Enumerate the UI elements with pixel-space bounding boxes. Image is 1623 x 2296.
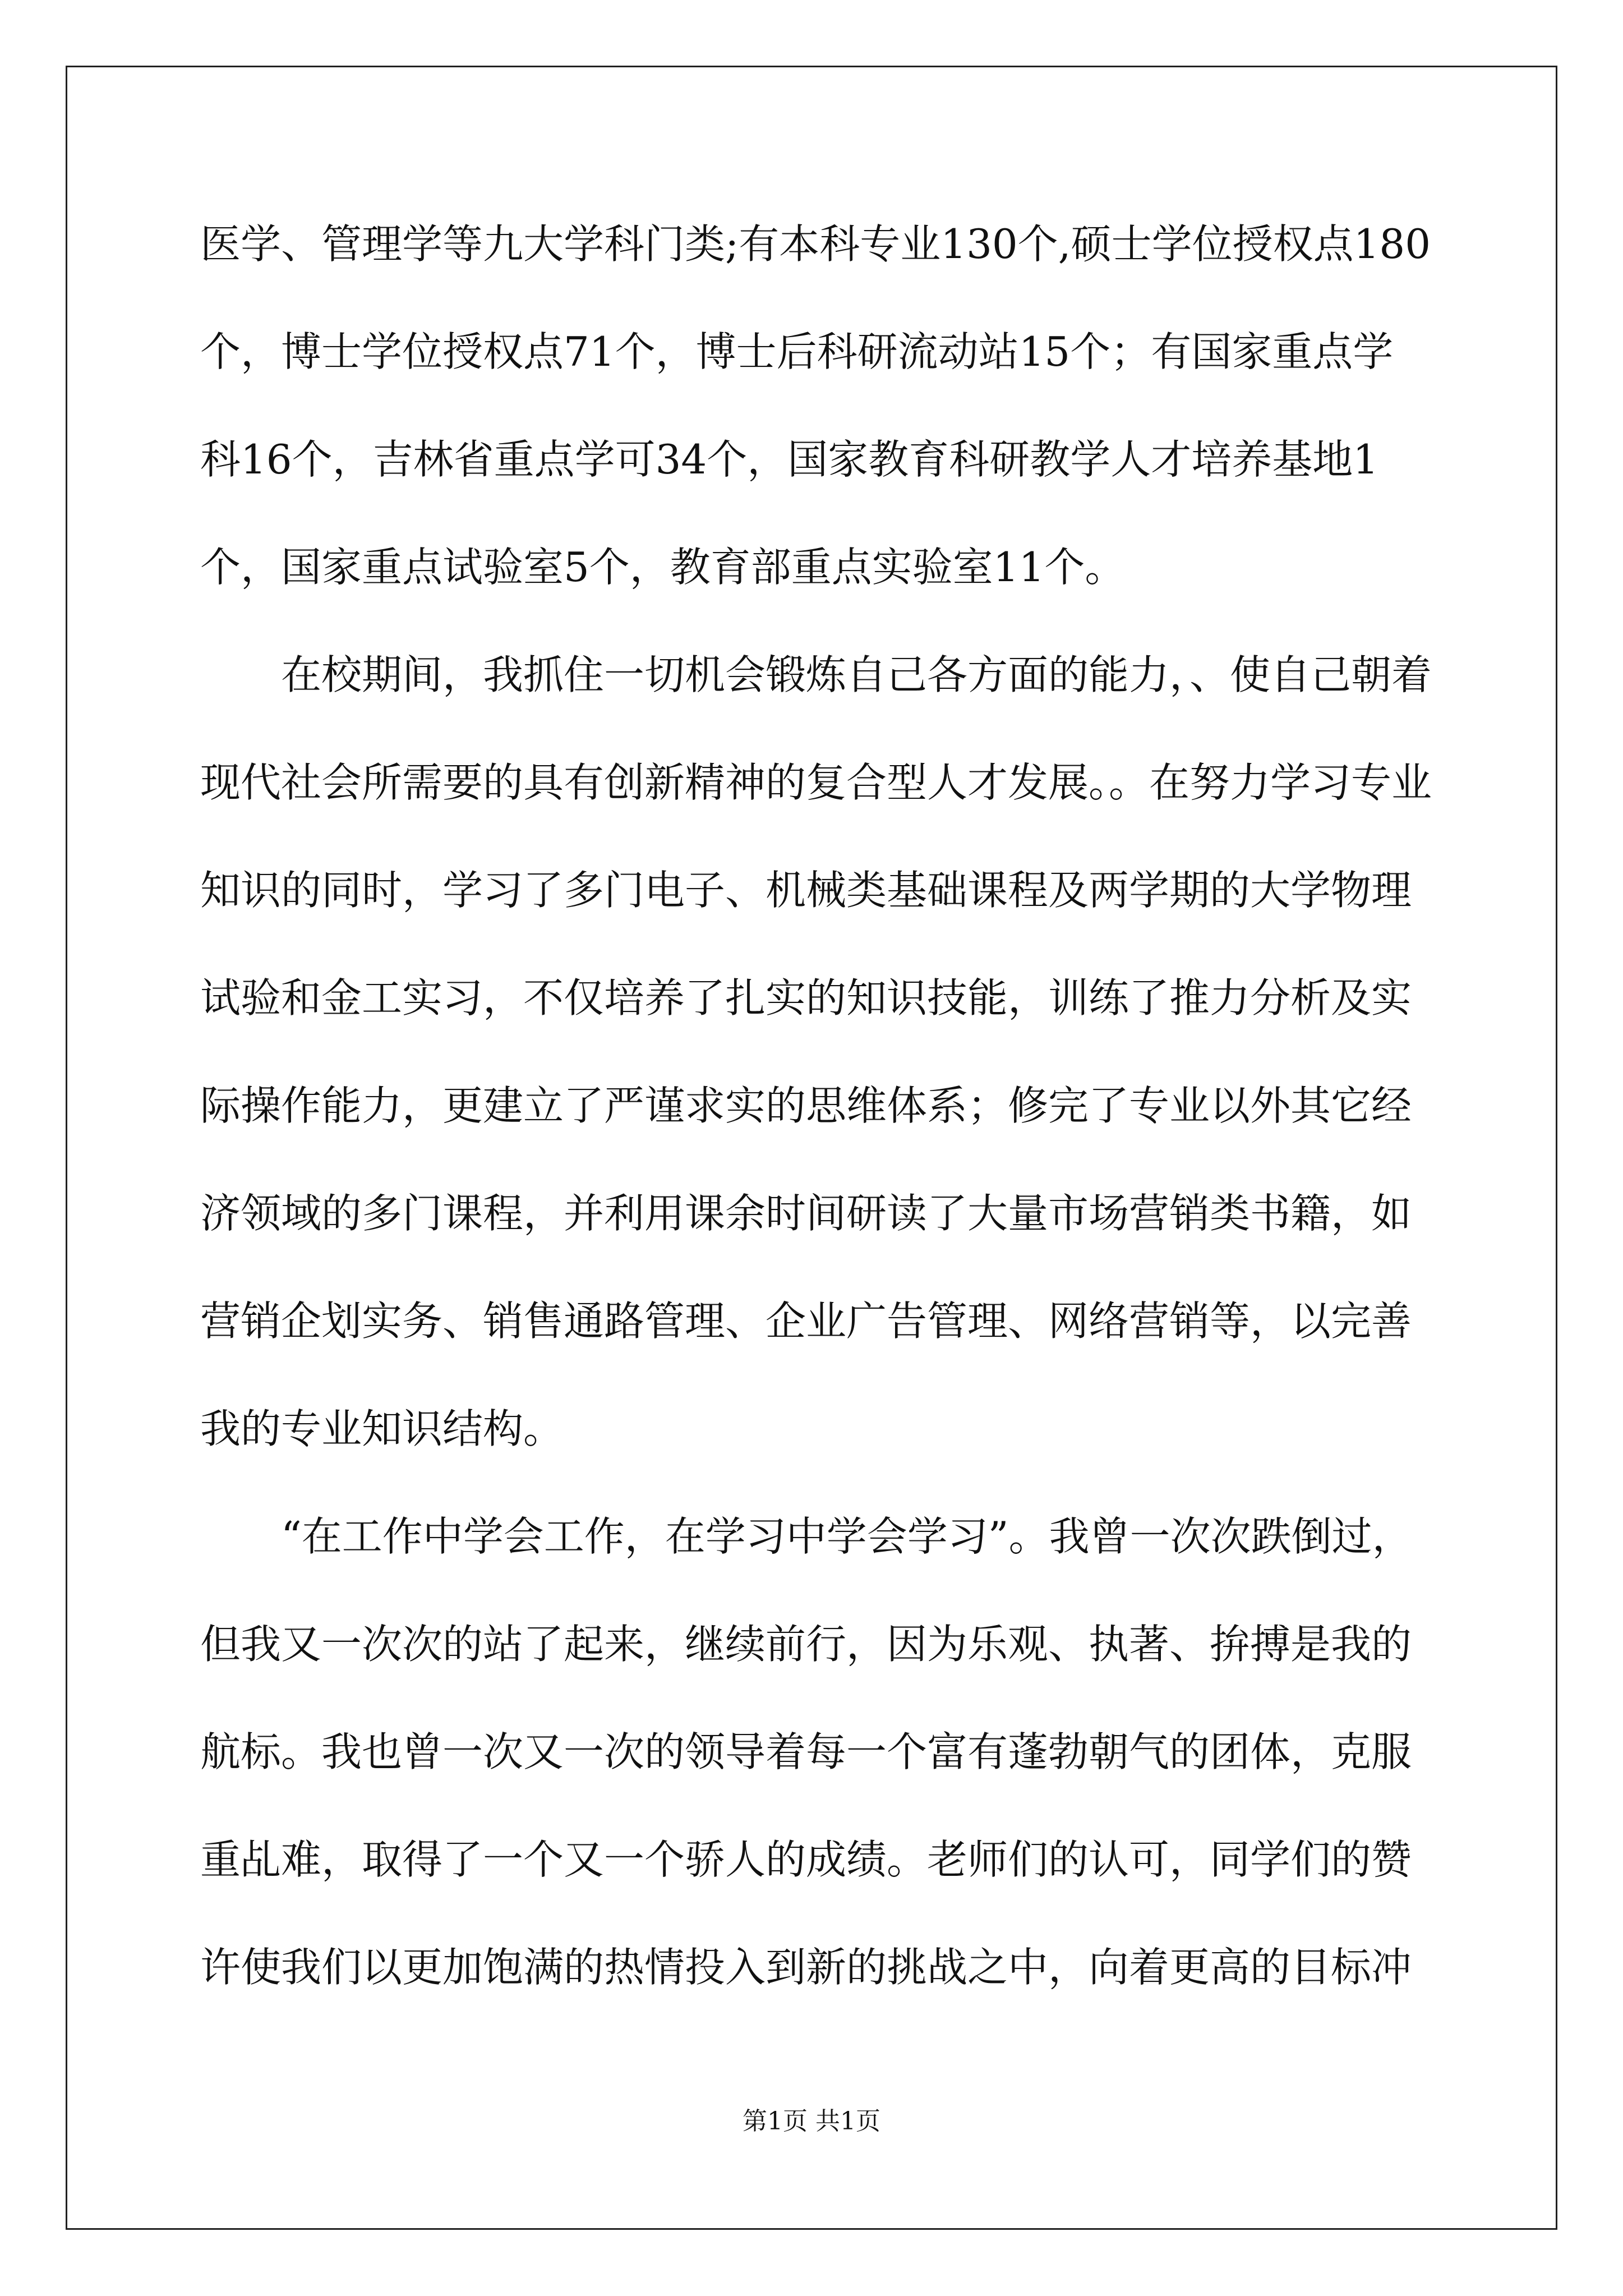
text-line-12: 我的专业知识结构。 [200, 1405, 564, 1452]
text-line-13: “在工作中学会工作，在学习中学会学习”。我曾一次次跌倒过， [281, 1513, 1413, 1560]
text-line-1: 医学、管理学等九大学科门类;有本科专业130个,硕士学位授权点180 [200, 220, 1431, 268]
page-border [66, 66, 1557, 2230]
text-line-5: 在校期间，我抓住一切机会锻炼自己各方面的能力，、使自己朝着 [281, 651, 1432, 698]
text-line-16: 重乩难，取得了一个又一个骄人的成绩。老师们的认可，同学们的赞 [200, 1836, 1412, 1883]
text-line-10: 济领域的多门课程，并利用课余时间研读了大量市场营销类书籍，如 [200, 1190, 1412, 1237]
text-line-2: 个，博士学位授权点71个，博士后科研流动站15个；有国家重点学 [200, 328, 1394, 375]
text-line-3: 科16个，吉林省重点学可34个，国家教育科研教学人才培养基地1 [200, 436, 1379, 483]
text-line-6: 现代社会所需要的具有创新精神的复合型人才发展。。在努力学习专业 [200, 759, 1432, 806]
text-line-14: 但我又一次次的站了起来，继续前行，因为乐观、执著、拚搏是我的 [200, 1621, 1412, 1668]
text-line-7: 知识的同时，学习了多门电子、机械类基础课程及两学期的大学物理 [200, 867, 1412, 914]
text-line-15: 航标。我也曾一次又一次的领导着每一个富有蓬勃朝气的团体，克服 [200, 1728, 1412, 1775]
text-line-17: 许使我们以更加饱满的热情投入到新的挑战之中，向着更高的目标冲 [200, 1944, 1412, 1991]
text-line-11: 营销企划实务、销售通路管理、企业广告管理、网络营销等，以完善 [200, 1297, 1412, 1345]
text-line-4: 个，国家重点试验室5个，教育部重点实验室11个。 [200, 544, 1126, 591]
text-line-9: 际操作能力，更建立了严谨求实的思维体系；修完了专业以外其它经 [200, 1082, 1412, 1129]
page-number-footer: 第1页 共1页 [743, 2107, 880, 2136]
text-line-8: 试验和金工实习，不仅培养了扎实的知识技能，训练了推力分析及实 [200, 974, 1412, 1022]
